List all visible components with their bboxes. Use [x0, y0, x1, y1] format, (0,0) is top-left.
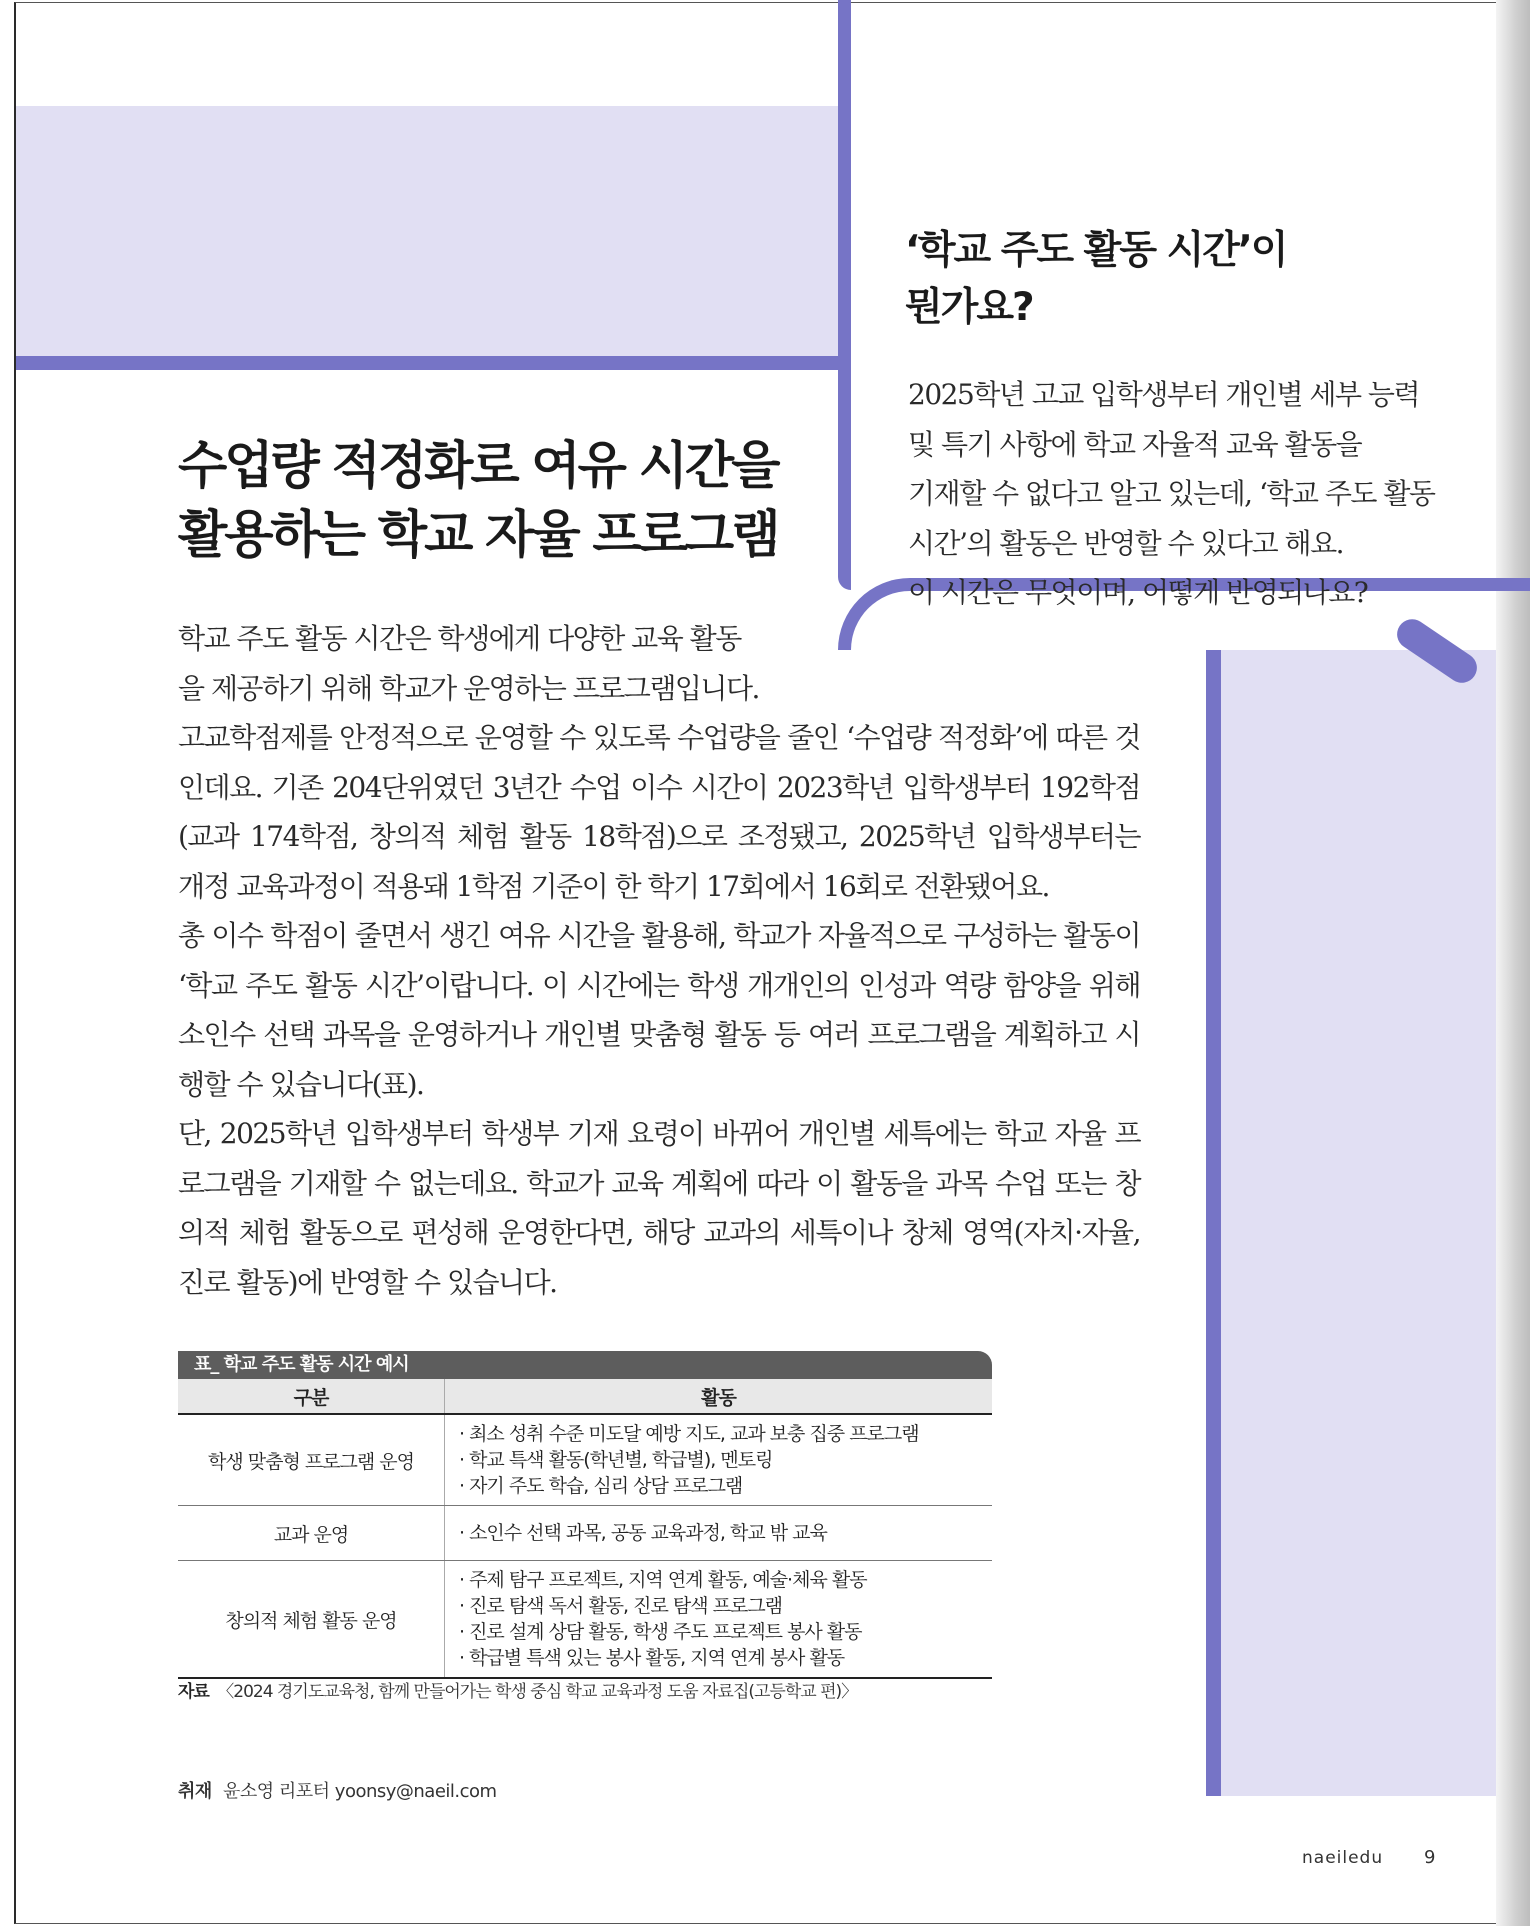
table-header-row — [178, 1379, 992, 1414]
activity-item: · 소인수 선택 과목, 공동 교육과정, 학교 밖 교육 — [459, 1522, 827, 1544]
activity-item: · 학교 특색 활동(학년별, 학급별), 멘토링 — [459, 1449, 773, 1471]
question-line: 및 특기 사항에 학교 자율적 교육 활동을 — [908, 427, 1362, 461]
table-cell-category: 교과 운영 — [178, 1506, 445, 1561]
lavender-side-panel — [1206, 650, 1496, 1796]
page-edge-shadow — [1496, 0, 1530, 1926]
question-line: 기재할 수 없다고 알고 있는데, ‘학교 주도 활동 — [908, 477, 1435, 510]
table-row — [178, 1561, 992, 1679]
byline-text: 윤소영 리포터 yoonsy@naeil.com — [223, 1781, 497, 1802]
lavender-header-band — [16, 106, 838, 360]
question-line: 2025학년 고교 입학생부터 개인별 세부 능력 — [908, 378, 1420, 411]
body-paragraph: 단, 2025학년 입학생부터 학생부 기재 요령이 바뀌어 개인별 세특에는 학교 자율 프로그램을 기재할 수 없는데요. 학교가 교육 계획에 따라 이 활동을 과목 수업 또는 창의적 체험 활동으로 편성해 운영한다면, 해당 교과의 세특이나 창체 영역(자치·자율, 진로 활동)에 반영할 수 있습니다. — [178, 1117, 1140, 1299]
activity-item: · 진로 탐색 독서 활동, 진로 탐색 프로그램 — [459, 1595, 783, 1617]
byline — [178, 1777, 497, 1803]
accent-vertical-line — [838, 0, 851, 590]
table-cell-category: 학생 맞춤형 프로그램 운영 — [178, 1414, 445, 1506]
table-cell-category: 창의적 체험 활동 운영 — [178, 1561, 445, 1679]
column-header-category: 구분 — [178, 1379, 445, 1414]
page-number: 9 — [1424, 1847, 1436, 1868]
intro-line: 을 제공하기 위해 학교가 운영하는 프로그램입니다. — [178, 671, 759, 705]
article-intro — [178, 614, 818, 713]
activity-item: · 진로 설계 상담 활동, 학생 주도 프로젝트 봉사 활동 — [459, 1621, 862, 1643]
activity-item: · 최소 성취 수준 미도달 예방 지도, 교과 보충 집중 프로그램 — [459, 1423, 919, 1445]
table-cell-activities — [445, 1561, 993, 1679]
article-title-line: 활용하는 학교 자율 프로그램 — [178, 506, 778, 565]
table-row — [178, 1414, 992, 1506]
activity-table-block — [178, 1351, 992, 1679]
table-row — [178, 1506, 992, 1561]
question-body — [908, 370, 1448, 618]
byline-label: 취재 — [178, 1781, 212, 1802]
activity-item: · 자기 주도 학습, 심리 상담 프로그램 — [459, 1475, 743, 1497]
body-paragraph: 고교학점제를 안정적으로 운영할 수 있도록 수업량을 줄인 ‘수업량 적정화’에 따른 것인데요. 기존 204단위였던 3년간 수업 이수 시간이 2023학년 입학생부터 192학점(교과 174학점, 창의적 체험 활동 18학점)으로 조정됐고, 2025학년 입학생부터는 개정 교육과정이 적용돼 1학점 기준이 한 학기 17회에서 16회로 전환됐어요. — [178, 721, 1140, 903]
body-paragraph: 총 이수 학점이 줄면서 생긴 여유 시간을 활용해, 학교가 자율적으로 구성하는 활동이 ‘학교 주도 활동 시간’이랍니다. 이 시간에는 학생 개개인의 인성과 역량 함양을 위해 소인수 선택 과목을 운영하거나 개인별 맞춤형 활동 등 여러 프로그램을 계획하고 시행할 수 있습니다(표). — [178, 919, 1140, 1101]
footer-brand: naeiledu — [1302, 1848, 1384, 1868]
accent-horizontal-line — [16, 356, 838, 370]
article-title — [178, 432, 798, 570]
activity-table — [178, 1379, 992, 1679]
source-text: 〈2024 경기도교육청, 함께 만들어가는 학생 중심 학교 교육과정 도움 자료집(고등학교 편)〉 — [217, 1682, 858, 1702]
column-header-activity: 활동 — [445, 1379, 993, 1414]
article-title-line: 수업량 적정화로 여유 시간을 — [178, 437, 778, 496]
accent-side-line — [1206, 650, 1221, 1796]
question-title-line: ‘학교 주도 활동 시간’이 — [905, 228, 1287, 273]
question-title-line: 뭔가요? — [905, 285, 1033, 330]
table-source — [178, 1677, 857, 1702]
intro-line: 학교 주도 활동 시간은 학생에게 다양한 교육 활동 — [178, 622, 741, 655]
table-cell-activities — [445, 1506, 993, 1561]
article-body — [178, 713, 1140, 1307]
table-title: 표_ 학교 주도 활동 시간 예시 — [178, 1351, 992, 1379]
question-line: 시간’의 활동은 반영할 수 있다고 해요. — [908, 526, 1344, 560]
source-label: 자료 — [178, 1682, 209, 1702]
table-cell-activities — [445, 1414, 993, 1506]
question-title — [905, 222, 1325, 336]
activity-item: · 주제 탐구 프로젝트, 지역 연계 활동, 예술·체육 활동 — [459, 1569, 867, 1591]
question-line: 이 시간은 무엇이며, 어떻게 반영되나요? — [908, 576, 1368, 609]
activity-item: · 학급별 특색 있는 봉사 활동, 지역 연계 봉사 활동 — [459, 1647, 845, 1669]
